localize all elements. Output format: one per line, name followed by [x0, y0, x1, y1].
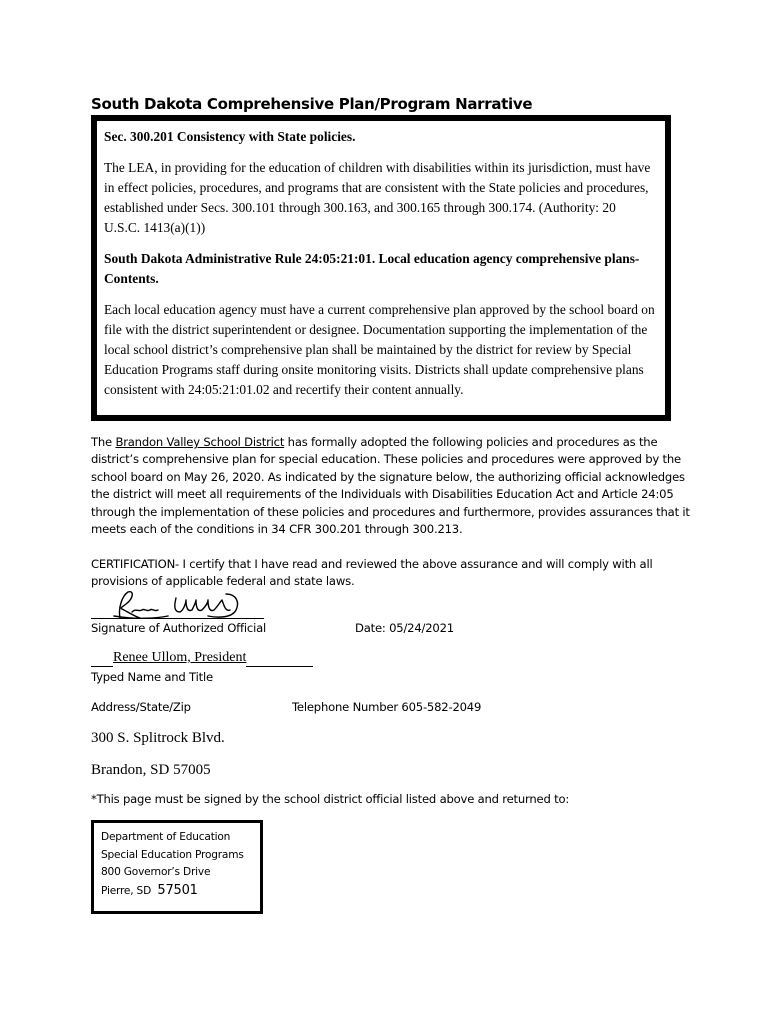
return-city: Pierre, SD: [101, 884, 152, 897]
typed-name-field: [91, 650, 313, 667]
return-zip: 57501: [157, 882, 198, 898]
page-title: South Dakota Comprehensive Plan/Program Narrative: [91, 95, 533, 113]
section-paragraph-300-201: The LEA, in providing for the education of children with disabilities within its jurisdiction, must have in effect policies, procedures, and programs that are consistent with the State policies and procedures, established under Secs. 300.101 through 300.163, and 300.165 through 300.174. (Authority: 20 U.S.C. 1413(a)(1)): [104, 160, 651, 235]
section-paragraph-rule-24-05: Each local education agency must have a current comprehensive plan approved by the school board on file with the district superintendent or designee. Documentation supporting the implementation of the local school district’s comprehensive plan shall be maintained by the district for review by Special Education Programs staff during onsite monitoring visits. Districts shall update comprehensive plans consistent with 24:05:21:01.02 and recertify their content annually.: [104, 302, 655, 397]
certification-statement: CERTIFICATION- I certify that I have read and reviewed the above assurance and will comply with all provisions of applicable federal and state laws.: [91, 557, 653, 589]
policy-box: [91, 115, 671, 421]
address-line-2: Brandon, SD 57005: [91, 762, 211, 778]
section-heading-rule-24-05: South Dakota Administrative Rule 24:05:21:01. Local education agency comprehensive plans-Contents.: [104, 251, 640, 286]
typed-name-value: Renee Ullom, President: [113, 650, 247, 665]
section-heading-300-201: Sec. 300.201 Consistency with State policies.: [104, 129, 356, 144]
return-line-street: 800 Governor’s Drive: [101, 866, 211, 878]
address-line-1: 300 S. Splitrock Blvd.: [91, 730, 225, 746]
return-instructions: *This page must be signed by the school district official listed above and returned to:: [91, 792, 570, 806]
typed-name-label: Typed Name and Title: [91, 670, 213, 684]
adoption-statement: [91, 434, 691, 538]
return-line-department: Department of Education: [101, 831, 231, 843]
typed-name-underline-right: [246, 650, 313, 667]
typed-name-underline-left: [91, 650, 113, 667]
signature-date: Date: 05/24/2021: [355, 621, 454, 635]
adoption-prefix: The: [91, 435, 116, 449]
return-address-box: [91, 820, 263, 914]
adoption-body: has formally adopted the following policies and procedures as the district’s comprehensive plan for special education. These policies and procedures were approved by the school board on May 26, 2020. As indicated by the signature below, the authorizing official acknowledges the district will meet all requirements of the Individuals with Disabilities Education Act and Article 24:05 through the implementation of these policies and procedures and furthermore, provides assurances that it meets each of the conditions in 34 CFR 300.201 through 300.213.: [91, 435, 690, 537]
signature-line: [91, 618, 264, 619]
signature-label: Signature of Authorized Official: [91, 621, 267, 635]
address-label: Address/State/Zip: [91, 700, 191, 714]
district-name: Brandon Valley School District: [115, 435, 285, 449]
telephone-label: Telephone Number 605-582-2049: [292, 700, 482, 714]
return-line-city: [101, 882, 260, 901]
return-line-program: Special Education Programs: [101, 848, 244, 861]
